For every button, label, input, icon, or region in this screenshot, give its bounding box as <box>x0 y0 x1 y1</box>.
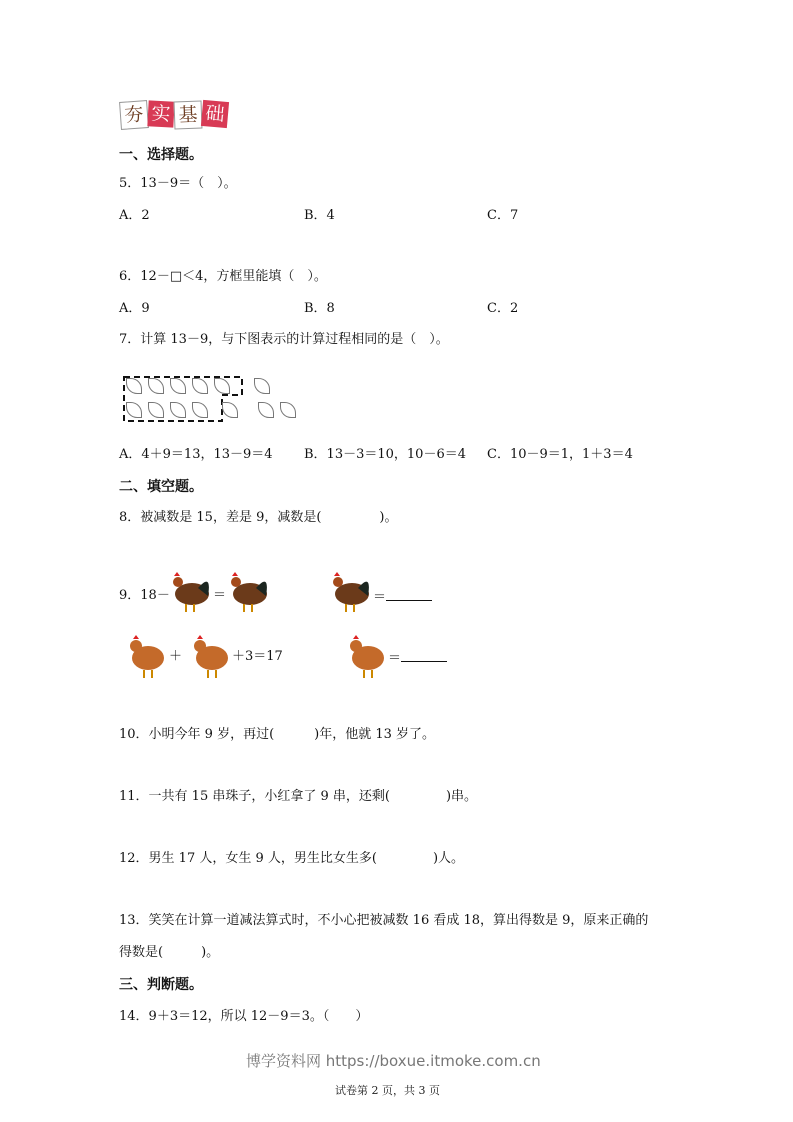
section-heading-judge: 三、判断题。 <box>119 977 203 993</box>
rooster-icon <box>168 570 214 614</box>
hen-icon <box>126 634 168 680</box>
q13-text: 得数是( <box>119 945 164 960</box>
question-13-line1: 13．笑笑在计算一道减法算式时，不小心把被减数 16 看成 18，算出得数是 9，原来正确的 <box>119 913 649 928</box>
question-14: 14．9＋3＝12，所以 12－9＝3。（ ） <box>119 1009 369 1024</box>
question-13-line2 <box>119 945 219 961</box>
badge-char: 基 <box>174 101 203 130</box>
option-a: A．9 <box>119 301 150 316</box>
question-6: 6．12－□＜4，方框里能填（ ）。 <box>119 269 327 284</box>
option-c: C．10－9＝1，1＋3＝4 <box>487 447 633 462</box>
q9-equation: ＋3＝17 <box>232 649 283 664</box>
section-badge <box>120 101 228 129</box>
question-7: 7．计算 13－9，与下图表示的计算过程相同的是（ ）。 <box>119 332 449 347</box>
equals-sign: ＝ <box>213 588 227 603</box>
section-heading-choice: 一、选择题。 <box>119 147 203 163</box>
option-c: C．2 <box>487 301 519 316</box>
q11-text: 11．一共有 15 串珠子，小红拿了 9 串，还剩( <box>119 789 390 804</box>
hen-icon <box>190 634 232 680</box>
plus-sign: ＋ <box>169 649 183 664</box>
watermark: 博学资料网 https://boxue.itmoke.com.cn <box>246 1052 541 1070</box>
badge-char: 夯 <box>119 100 149 130</box>
question-11 <box>119 789 477 805</box>
section-heading-fill: 二、填空题。 <box>119 479 203 495</box>
q9-answer-1 <box>373 588 432 606</box>
option-c: C．7 <box>487 208 519 223</box>
q10-text-end: )年，他就 13 岁了。 <box>314 727 436 742</box>
leaf-diagram <box>122 375 302 425</box>
q8-text-end: )。 <box>379 510 398 525</box>
option-b: B．8 <box>304 301 335 316</box>
q8-text: 8．被减数是 15，差是 9，减数是( <box>119 510 322 525</box>
question-10 <box>119 727 435 743</box>
option-b: B．13－3＝10，10－6＝4 <box>304 447 466 462</box>
hen-icon <box>346 634 388 680</box>
q11-text-end: )串。 <box>445 789 478 804</box>
answer-blank[interactable] <box>386 588 432 601</box>
question-5: 5．13－9＝（ ）。 <box>119 176 237 191</box>
page-footer: 试卷第 2 页，共 3 页 <box>335 1084 440 1097</box>
badge-char: 础 <box>201 100 229 128</box>
q10-text: 10．小明今年 9 岁，再过( <box>119 727 275 742</box>
rooster-icon <box>226 570 272 614</box>
q9-prefix: 9．18－ <box>119 588 170 603</box>
question-12 <box>119 851 464 867</box>
q9-answer-2 <box>388 649 447 667</box>
equals-sign: ＝ <box>388 651 402 666</box>
equals-sign: ＝ <box>373 590 387 605</box>
badge-char: 实 <box>147 100 174 127</box>
q12-text: 12．男生 17 人，女生 9 人，男生比女生多( <box>119 851 377 866</box>
rooster-icon <box>328 570 374 614</box>
option-a: A．4＋9＝13，13－9＝4 <box>119 447 273 462</box>
option-b: B．4 <box>304 208 335 223</box>
option-a: A．2 <box>119 208 150 223</box>
q13-text-end: )。 <box>201 945 220 960</box>
answer-blank[interactable] <box>401 649 447 662</box>
question-8 <box>119 510 398 526</box>
q12-text-end: )人。 <box>432 851 465 866</box>
